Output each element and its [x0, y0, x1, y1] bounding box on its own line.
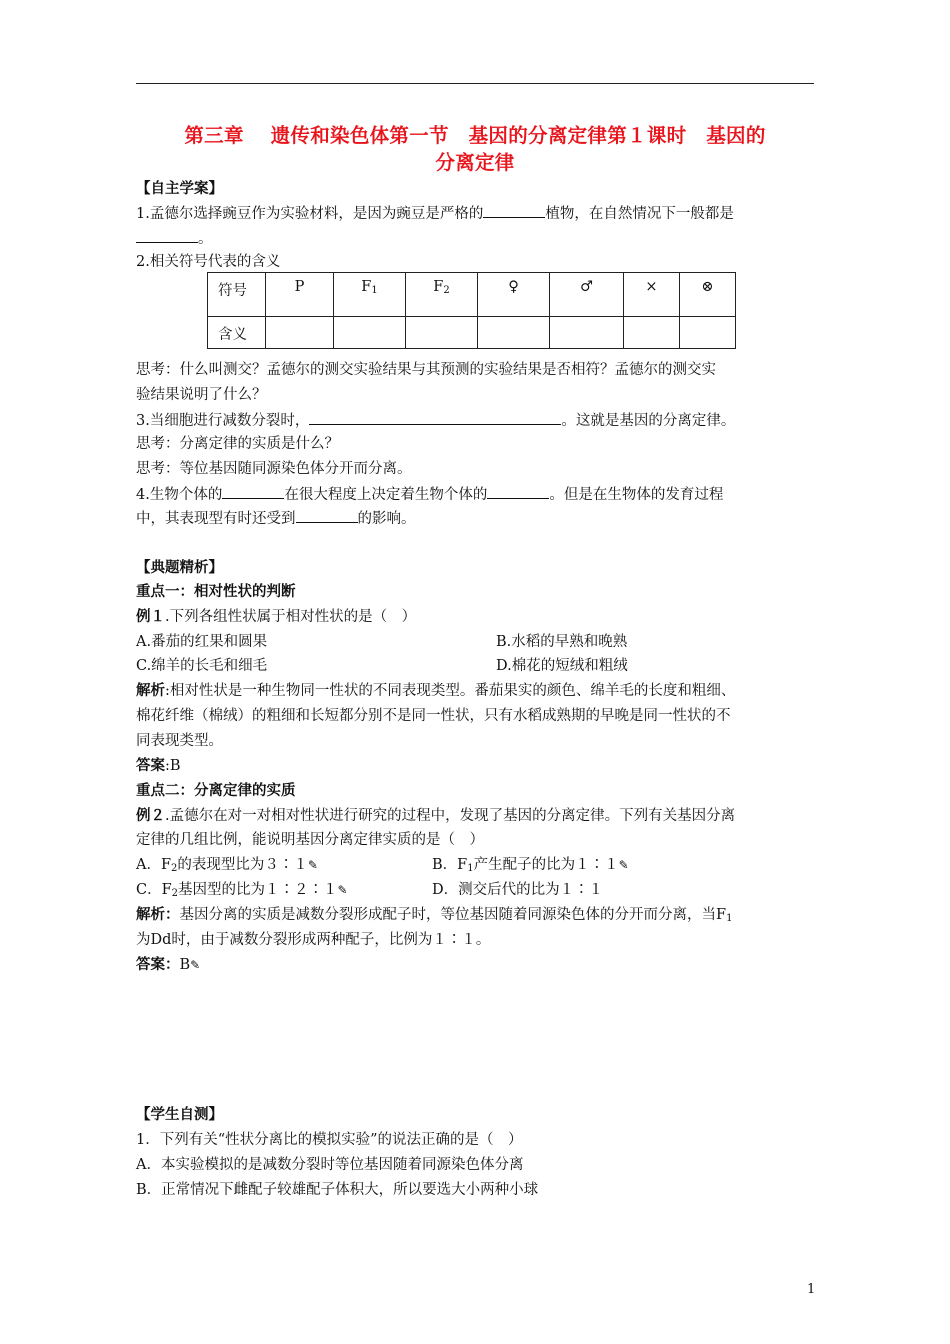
symbol-row	[208, 273, 736, 317]
section-self-study: 【自主学案】	[136, 181, 223, 197]
symbol-table	[207, 272, 736, 349]
cell-meaning-empty	[624, 317, 680, 349]
think-2: 思考：分离定律的实质是什么？	[136, 436, 339, 452]
question-4-line-2: 中，其表现型有时还受到 的影响。	[136, 508, 816, 529]
question-2: 2.相关符号代表的含义	[136, 254, 281, 270]
think-1-line-1: 思考：什么叫测交？孟德尔的测交实验结果与其预测的实验结果是否相符？孟德尔的测交实	[136, 362, 716, 378]
question-3: 3.当细胞进行减数分裂时， 。这就是基因的分离定律。	[136, 410, 816, 431]
blank	[296, 508, 358, 523]
answer-2: 答案：B✎	[136, 957, 201, 973]
cell-meaning-empty	[334, 317, 406, 349]
cell-symbol-male: ♂	[550, 273, 624, 317]
blank	[136, 228, 198, 243]
example-2-options-ab: A．$F_2$的表现型比为３∶１✎ B．$F_1$产生配子的比为１∶１✎	[136, 855, 816, 879]
section-self-test: 【学生自测】	[136, 1107, 223, 1123]
example-2-line-1: 例２.孟德尔在对一对相对性状进行研究的过程中，发现了基因的分离定律。下列有关基因分离	[136, 808, 736, 824]
cell-symbol-header: 符号	[208, 273, 266, 317]
example-1-options-cd: C.绵羊的长毛和细毛 D.棉花的短绒和粗绒	[136, 658, 628, 674]
decor-mark-icon: ✎	[307, 858, 318, 872]
decor-mark-icon: ✎	[618, 858, 629, 872]
blank	[487, 484, 549, 499]
cell-meaning-header: 含义	[208, 317, 266, 349]
title-line-1: 第三章 遗传和染色体第一节 基因的分离定律第１课时 基因的	[184, 124, 766, 147]
cell-symbol-cross: ×	[624, 273, 680, 317]
answer-1: 答案:B	[136, 758, 181, 774]
cell-symbol-f2: $F_2$	[406, 273, 478, 317]
cell-symbol-selfing: ⊗	[680, 273, 736, 317]
example-1-options-ab: A.番茄的红果和圆果 B.水稻的早熟和晚熟	[136, 634, 628, 650]
meaning-row	[208, 317, 736, 349]
key-point-1: 重点一：相对性状的判断	[136, 584, 296, 600]
test-1: 1．下列有关“性状分离比的模拟实验”的说法正确的是（ ）	[136, 1132, 523, 1148]
think-3: 思考：等位基因随同源染色体分开而分离。	[136, 461, 412, 477]
cell-meaning-empty	[680, 317, 736, 349]
example-2-options-cd: C．$F_2$基因型的比为１∶２∶１✎ D．测交后代的比为１∶１	[136, 882, 604, 899]
header-rule	[136, 83, 814, 84]
question-1-line-2: 。	[136, 228, 816, 249]
example-2-line-2: 定律的几组比例，能说明基因分离定律实质的是（ ）	[136, 832, 484, 848]
question-4-line-1: 4.生物个体的 在很大程度上决定着生物个体的 。但是在生物体的发育过程	[136, 484, 816, 505]
cell-meaning-empty	[550, 317, 624, 349]
cell-meaning-empty	[478, 317, 550, 349]
test-1-option-b: B．正常情况下雌配子较雄配子体积大，所以要选大小两种小球	[136, 1182, 539, 1198]
cell-meaning-empty	[266, 317, 334, 349]
page-title	[136, 122, 814, 176]
think-1-line-2: 验结果说明了什么？	[136, 387, 267, 403]
analysis-2-line-1: 解析：基因分离的实质是减数分裂形成配子时，等位基因随着同源染色体的分开而分离，当$F_1$	[136, 907, 733, 924]
cell-symbol-f1: $F_1$	[334, 273, 406, 317]
cell-symbol-female: ♀	[478, 273, 550, 317]
key-point-2: 重点二：分离定律的实质	[136, 783, 296, 799]
page-number: 1	[807, 1282, 816, 1297]
example-1: 例１.下列各组性状属于相对性状的是（ ）	[136, 609, 417, 625]
analysis-1-line-3: 同表现类型。	[136, 733, 223, 749]
decor-mark-icon: ✎	[337, 883, 348, 897]
cell-meaning-empty	[406, 317, 478, 349]
section-examples: 【典题精析】	[136, 560, 223, 576]
analysis-1-line-1: 解析:相对性状是一种生物同一性状的不同表现类型。番茄果实的颜色、绵羊毛的长度和粗细、	[136, 683, 736, 699]
blank	[222, 484, 284, 499]
blank	[483, 203, 545, 218]
option-b: B．$F_1$产生配子的比为１∶１✎	[432, 857, 629, 874]
analysis-2-line-2: 为Dd时，由于减数分裂形成两种配子，比例为１∶１。	[136, 932, 491, 948]
decor-mark-icon: ✎	[190, 958, 201, 972]
analysis-1-line-2: 棉花纤维（棉绒）的粗细和长短都分别不是同一性状，只有水稻成熟期的早晚是同一性状的不	[136, 708, 731, 724]
test-1-option-a: A．本实验模拟的是减数分裂时等位基因随着同源染色体分离	[136, 1157, 524, 1173]
question-1-line-1: 1.孟德尔选择豌豆作为实验材料，是因为豌豆是严格的 植物，在自然情况下一般都是	[136, 203, 816, 224]
cell-symbol-p: P	[266, 273, 334, 317]
blank	[309, 410, 561, 425]
title-line-2: 分离定律	[435, 151, 515, 174]
